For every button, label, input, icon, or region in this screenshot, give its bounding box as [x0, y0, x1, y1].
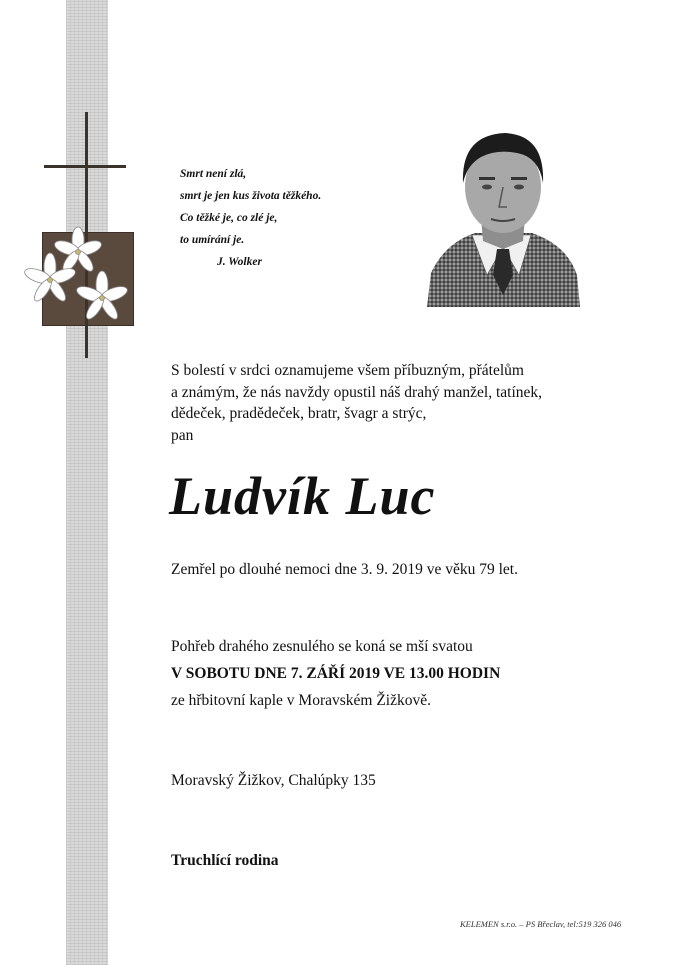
poem-line: Smrt není zlá, [180, 168, 247, 180]
death-notice: Zemřel po dlouhé nemoci dne 3. 9. 2019 ve věku 79 let. [171, 561, 518, 578]
announcement-line: dědeček, pradědeček, bratr, švagr a strýc, [171, 405, 427, 422]
deceased-name: Ludvík Luc [169, 466, 436, 526]
poem-line: to umírání je. [180, 234, 245, 246]
signature: Truchlící rodina [171, 852, 279, 869]
cross-horizontal-bar [44, 165, 126, 168]
footer-credit: KELEMEN s.r.o. – PS Břeclav, tel:519 326 046 [460, 919, 622, 929]
announcement-line: pan [171, 426, 194, 444]
announcement-line: a známým, že nás navždy opustil náš drahý manžel, tatínek, [171, 383, 543, 401]
funeral-date: V SOBOTU DNE 7. ZÁŘÍ 2019 VE 13.00 HODIN [171, 665, 501, 682]
announcement-text [171, 360, 542, 446]
poem-author: J. Wolker [217, 256, 262, 268]
poem [180, 163, 321, 273]
portrait-photo [427, 125, 580, 307]
funeral-line-1: Pohřeb drahého zesnulého se koná se mší svatou [171, 638, 473, 655]
poem-line: smrt je jen kus života těžkého. [180, 190, 322, 202]
lily-flowers-icon [20, 222, 140, 334]
announcement-line: S bolestí v srdci oznamujeme všem příbuzným, přátelům [171, 362, 524, 379]
funeral-location: ze hřbitovní kaple v Moravském Žižkově. [171, 692, 431, 709]
address: Moravský Žižkov, Chalúpky 135 [171, 772, 376, 789]
poem-line: Co těžké je, co zlé je, [180, 212, 278, 224]
